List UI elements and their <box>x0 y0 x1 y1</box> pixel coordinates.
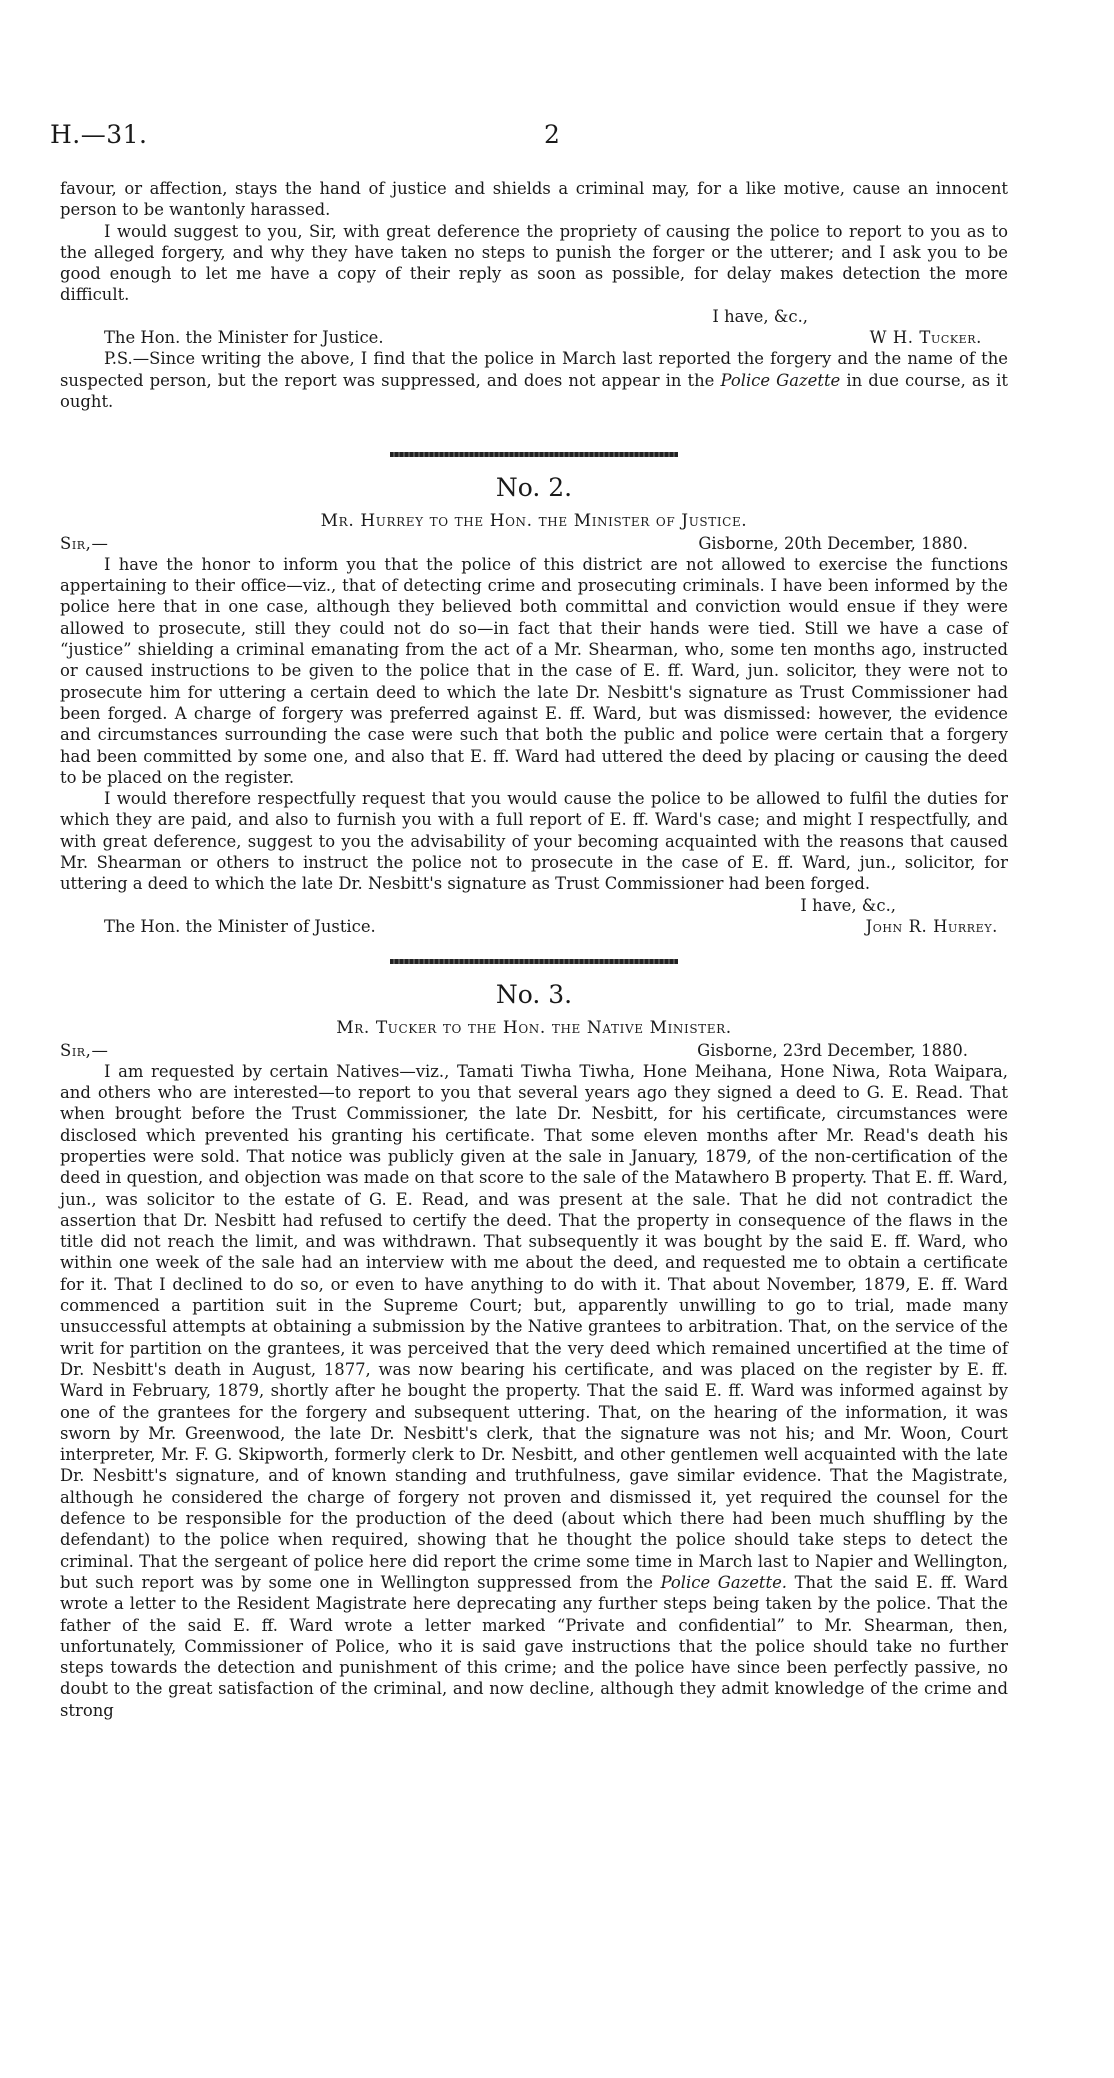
page-number: 2 <box>544 120 560 149</box>
closing-line <box>60 895 1008 916</box>
salutation: Sir,— <box>60 533 109 553</box>
section-divider <box>390 959 678 964</box>
paragraph-italic: Police Gazette. <box>660 1572 788 1592</box>
salutation: Sir,— <box>60 1040 109 1060</box>
page-body <box>60 178 1008 1721</box>
closing: I have, &c., <box>800 895 896 915</box>
section-divider <box>390 452 678 457</box>
paragraph: favour, or affection, stays the hand of justice and shields a criminal may, for a like motive, cause an innocent person to be wantonly harassed. <box>60 179 1008 220</box>
letter-1-continuation <box>60 178 1008 412</box>
page-header <box>50 120 1054 160</box>
closing-line <box>60 306 1008 327</box>
paragraph: I would therefore respectfully request that you would cause the police to be allowed to fulfil the duties for which they are paid, and also to furnish you with a full report of E. ff. Ward's case; and might I respectfully, and with great deference, suggest to you the advisability of your becoming acquainted with the reasons that caused Mr. Shearman or others to instruct the police not to prosecute in the case of E. ff. Ward, jun., solicitor, for uttering a deed to which the late Dr. Nesbitt's signature as Trust Commissioner had been forged. <box>60 789 1008 894</box>
letter-heading: Mr. Hurrey to the Hon. the Minister of Justice. <box>320 511 748 532</box>
paragraph: I would suggest to you, Sir, with great deference the propriety of causing the police to report to you as to the alleged forgery, and why they have taken no steps to punish the forger or the utterer; and I ask you to be good enough to let me have a copy of their reply as soon as possible, for delay makes detection the more difficult. <box>60 221 1008 305</box>
paragraph <box>60 1061 1008 1721</box>
letter-2 <box>60 473 1008 937</box>
dateline: Gisborne, 20th December, 1880. <box>698 533 968 553</box>
addressee: The Hon. the Minister of Justice. <box>104 916 376 936</box>
postscript <box>60 348 1008 412</box>
letter-number: No. 2. <box>495 473 573 503</box>
addressee-signature-row <box>60 916 1008 937</box>
postscript-text: P.S.—Since writing the above, I find that the police in March last reported the forgery and the name of the suspected person, but the report was suppressed, and does not appear in the <box>60 349 1008 390</box>
salutation-row <box>60 533 1008 554</box>
letter-heading: Mr. Tucker to the Hon. the Native Minister. <box>336 1018 732 1039</box>
paragraph: I have the honor to inform you that the police of this district are not allowed to exercise the functions appertaining to their office—viz., that of detecting crime and prosecuting criminals. I have been informed by the police here that in one case, although they believed both committal and conviction would ensue if they were allowed to prosecute, still they could not do so—in fact that their hands were tied. Still we have a case of “justice” shielding a criminal emanating from the act of a Mr. Shearman, who, some ten months ago, instructed or caused instructions to be given to the police that in the case of E. ff. Ward, jun. solicitor, they were not to prosecute him for uttering a certain deed to which the late Dr. Nesbitt's signature as Trust Commissioner had been forged. A charge of forgery was preferred against E. ff. Ward, but was dismissed: however, the evidence and circumstances surrounding the case were such that both the public and police were certain that a forgery had been committed by some one, and also that E. ff. Ward had uttered the deed by placing or causing the deed to be placed on the register. <box>60 554 1008 787</box>
dateline: Gisborne, 23rd December, 1880. <box>697 1040 968 1060</box>
letter-3 <box>60 980 1008 1721</box>
postscript-end: in due course, as it ought. <box>60 370 1008 411</box>
paragraph-text-end: That the said E. ff. Ward wrote a letter to the Resident Magistrate here deprecating any further steps being taken by the police. That the father of the said E. ff. Ward wrote a letter marked “Private and confidential” to Mr. Shearman, then, unfortunately, Commissioner of Police, who it is said gave instructions that the police should take no further steps towards the detection and punishment of this crime; and the police have since been perfectly passive, no doubt to the great satisfaction of the criminal, and now decline, although they admit knowledge of the crime and strong <box>60 1572 1009 1720</box>
postscript-italic: Police Gazette <box>720 370 841 390</box>
salutation-row <box>60 1040 1008 1061</box>
addressee: The Hon. the Minister for Justice. <box>104 328 384 348</box>
closing: I have, &c., <box>712 306 808 326</box>
letter-number: No. 3. <box>495 980 573 1010</box>
paragraph-text: I am requested by certain Natives—viz., Tamati Tiwha Tiwha, Hone Meihana, Hone Niwa, Rota Waipara, and others who are interested—to report to you that several years ago they signed a deed to G. E. Read. That when brought before the Trust Commissioner, the late Dr. Nesbitt, for his certificate, circumstances were disclosed which prevented his granting his certificate. That some eleven months after Mr. Read's death his properties were sold. That notice was publicly given at the sale in January, 1879, of the non-certification of the deed in question, and objection was made on that score to the sale of the Matawhero B property. That E. ff. Ward, jun., was solicitor to the estate of G. E. Read, and was present at the sale. That he did not contradict the assertion that Dr. Nesbitt had refused to certify the deed. That the property in consequence of the flaws in the title did not reach the limit, and was withdrawn. That subsequently it was bought by the said E. ff. Ward, who within one week of the sale had an interview with me about the deed, and requested me to obtain a certificate for it. That I declined to do so, or even to have anything to do with it. That about November, 1879, E. ff. Ward commenced a partition suit in the Supreme Court; but, apparently unwilling to go to trial, made many unsuccessful attempts at obtaining a submission by the Native grantees to arbitration. That, on the service of the writ for partition on the grantees, it was perceived that the very deed which remained uncertified at the time of Dr. Nesbitt's death in August, 1877, was now bearing his certificate, and was placed on the register by E. ff. Ward in February, 1879, shortly after he bought the property. That the said E. ff. Ward was informed against by one of the grantees for the forgery and subsequent uttering. That, on the hearing of the information, it was sworn by Mr. Greenwood, the late Dr. Nesbitt's clerk, that the signature was not his; and Mr. Woon, Court interpreter, Mr. F. G. Skipworth, formerly clerk to Dr. Nesbitt, and other gentlemen well acquainted with the late Dr. Nesbitt's signature, and of known standing and truthfulness, gave similar evidence. That the Magistrate, although he considered the charge of forgery not proven and dismissed it, yet required the counsel for the defence to be responsible for the production of the deed (about which there had been much shuffling by the defendant) to the police when required, showing that he thought the police should take steps to detect the criminal. That the sergeant of police here did report the crime some time in March last to Napier and Wellington, but such report was by some one in Wellington suppressed from the <box>60 1061 1008 1592</box>
signature: W H. Tucker. <box>869 328 982 348</box>
document-reference: H.—31. <box>50 120 148 149</box>
signature: John R. Hurrey. <box>865 916 998 936</box>
addressee-signature-row <box>60 327 1008 348</box>
